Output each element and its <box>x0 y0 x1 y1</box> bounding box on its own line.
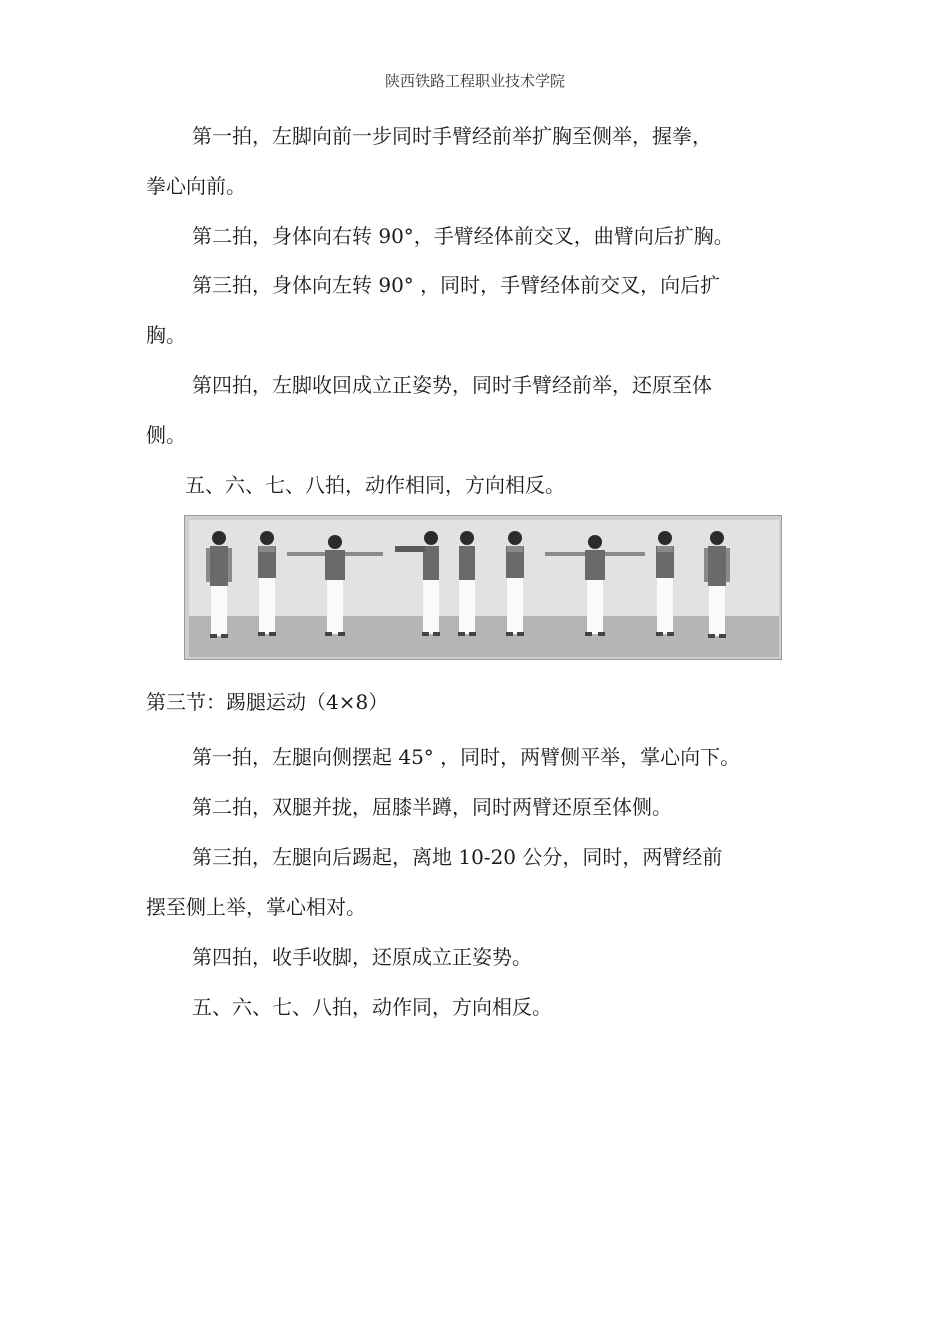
beat4-text-line1: 第四拍，左脚收回成立正姿势，同时手臂经前举，还原至体 <box>192 373 712 397</box>
beat3-text-line2: 胸。 <box>146 323 186 347</box>
beat1-text-line1: 第一拍，左脚向前一步同时手臂经前举扩胸至侧举，握拳， <box>192 124 712 148</box>
s3-beat3-text-line2: 摆至侧上举，掌心相对。 <box>146 895 366 919</box>
beat4-text-line2: 侧。 <box>146 423 186 447</box>
s3-beat1-text: 第一拍，左腿向侧摆起 45° ，同时，两臂侧平举，掌心向下。 <box>192 745 741 769</box>
beat1-text-line2: 拳心向前。 <box>146 174 246 198</box>
beats5-8-text: 五、六、七、八拍，动作相同，方向相反。 <box>185 473 565 497</box>
page-header: 陕西铁路工程职业技术学院 <box>384 72 565 90</box>
beat2-text: 第二拍，身体向右转 90°，手臂经体前交叉，曲臂向后扩胸。 <box>192 224 734 248</box>
s3-beat4-text: 第四拍，收手收脚，还原成立正姿势。 <box>192 945 532 969</box>
section3-title: 第三节：踢腿运动（4×8） <box>146 690 389 714</box>
exercise-sequence-photo <box>184 515 782 660</box>
s3-beat2-text: 第二拍，双腿并拢，屈膝半蹲，同时两臂还原至体侧。 <box>192 795 672 819</box>
s3-beats5-8-text: 五、六、七、八拍，动作同，方向相反。 <box>192 995 552 1019</box>
beat3-text-line1: 第三拍，身体向左转 90° ，同时，手臂经体前交叉，向后扩 <box>192 273 721 297</box>
s3-beat3-text-line1: 第三拍，左腿向后踢起，离地 10-20 公分，同时，两臂经前 <box>192 845 723 869</box>
